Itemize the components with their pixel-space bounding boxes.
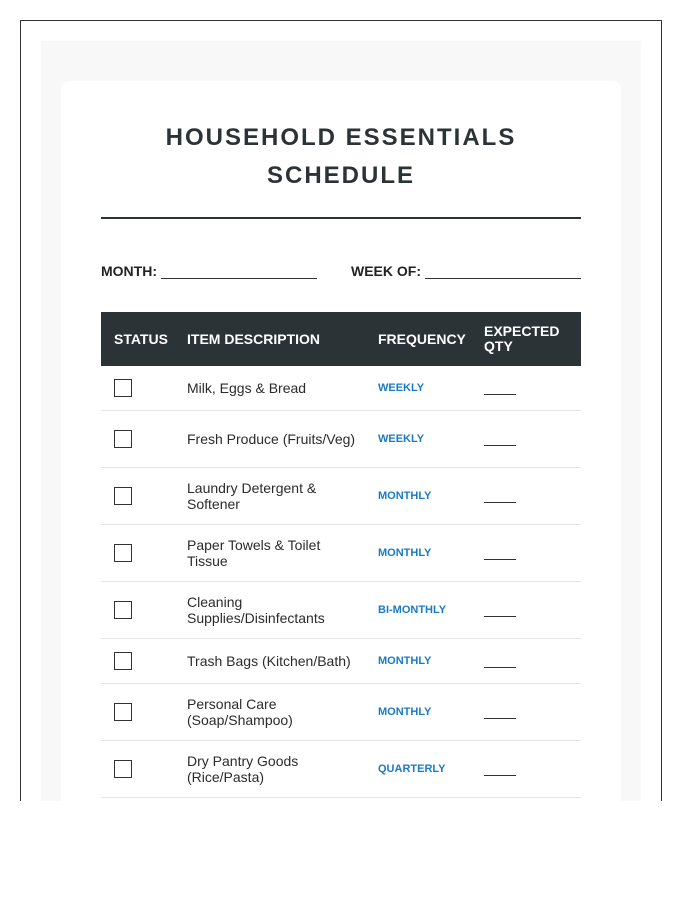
status-checkbox[interactable] <box>114 430 132 448</box>
expected-qty-blank[interactable] <box>484 606 516 617</box>
week-field[interactable] <box>351 263 581 279</box>
header-frequency: FREQUENCY <box>378 331 466 347</box>
frequency-label: BI-MONTHLY <box>378 604 447 616</box>
table-row <box>101 684 581 741</box>
header-item-description: ITEM DESCRIPTION <box>187 331 321 347</box>
expected-qty-cell <box>471 378 581 398</box>
item-description: Cleaning Supplies/Disinfectants <box>187 594 325 626</box>
expected-qty-cell <box>471 429 581 449</box>
month-blank-line[interactable] <box>161 263 317 279</box>
status-cell <box>101 601 174 619</box>
expected-qty-blank[interactable] <box>484 492 516 503</box>
essentials-table <box>101 312 581 798</box>
frequency-label: MONTHLY <box>378 490 432 502</box>
header-status: STATUS <box>114 331 168 347</box>
table-row <box>101 639 581 684</box>
expected-qty-cell <box>471 651 581 671</box>
month-field[interactable] <box>101 263 317 279</box>
table-header <box>101 312 581 366</box>
status-cell <box>101 760 174 778</box>
frequency-label: WEEKLY <box>378 433 425 445</box>
document-frame <box>20 20 662 801</box>
month-label: MONTH: <box>101 263 157 279</box>
item-description: Laundry Detergent & Softener <box>187 480 317 512</box>
table-row <box>101 582 581 639</box>
item-description: Fresh Produce (Fruits/Veg) <box>187 431 356 447</box>
item-description: Trash Bags (Kitchen/Bath) <box>187 653 351 669</box>
item-description: Paper Towels & Toilet Tissue <box>187 537 321 569</box>
frequency-label: WEEKLY <box>378 382 425 394</box>
expected-qty-cell <box>471 543 581 563</box>
expected-qty-cell <box>471 600 581 620</box>
status-cell <box>101 430 174 448</box>
table-row <box>101 468 581 525</box>
item-description: Personal Care (Soap/Shampoo) <box>187 696 293 728</box>
status-checkbox[interactable] <box>114 652 132 670</box>
status-checkbox[interactable] <box>114 601 132 619</box>
expected-qty-cell <box>471 759 581 779</box>
expected-qty-blank[interactable] <box>484 435 516 446</box>
frequency-label: MONTHLY <box>378 706 432 718</box>
expected-qty-cell <box>471 486 581 506</box>
week-blank-line[interactable] <box>425 263 581 279</box>
frequency-label: MONTHLY <box>378 655 432 667</box>
status-checkbox[interactable] <box>114 379 132 397</box>
status-cell <box>101 544 174 562</box>
status-cell <box>101 703 174 721</box>
title-divider <box>101 217 581 219</box>
status-cell <box>101 487 174 505</box>
frequency-label: MONTHLY <box>378 547 432 559</box>
expected-qty-blank[interactable] <box>484 384 516 395</box>
status-checkbox[interactable] <box>114 760 132 778</box>
status-checkbox[interactable] <box>114 487 132 505</box>
expected-qty-blank[interactable] <box>484 765 516 776</box>
expected-qty-cell <box>471 702 581 722</box>
table-row <box>101 525 581 582</box>
status-cell <box>101 652 174 670</box>
table-row <box>101 741 581 798</box>
table-row <box>101 411 581 468</box>
expected-qty-blank[interactable] <box>484 549 516 560</box>
table-body <box>101 366 581 798</box>
item-description: Dry Pantry Goods (Rice/Pasta) <box>187 753 299 785</box>
expected-qty-blank[interactable] <box>484 708 516 719</box>
status-checkbox[interactable] <box>114 544 132 562</box>
table-row <box>101 366 581 411</box>
expected-qty-blank[interactable] <box>484 657 516 668</box>
schedule-card <box>61 81 621 801</box>
frequency-label: QUARTERLY <box>378 763 446 775</box>
page-backdrop <box>41 41 641 801</box>
page-title: HOUSEHOLD ESSENTIALS SCHEDULE <box>165 124 517 189</box>
status-cell <box>101 379 174 397</box>
status-checkbox[interactable] <box>114 703 132 721</box>
week-label: WEEK OF: <box>351 263 421 279</box>
header-expected-qty: EXPECTED QTY <box>484 323 560 354</box>
item-description: Milk, Eggs & Bread <box>187 380 307 396</box>
